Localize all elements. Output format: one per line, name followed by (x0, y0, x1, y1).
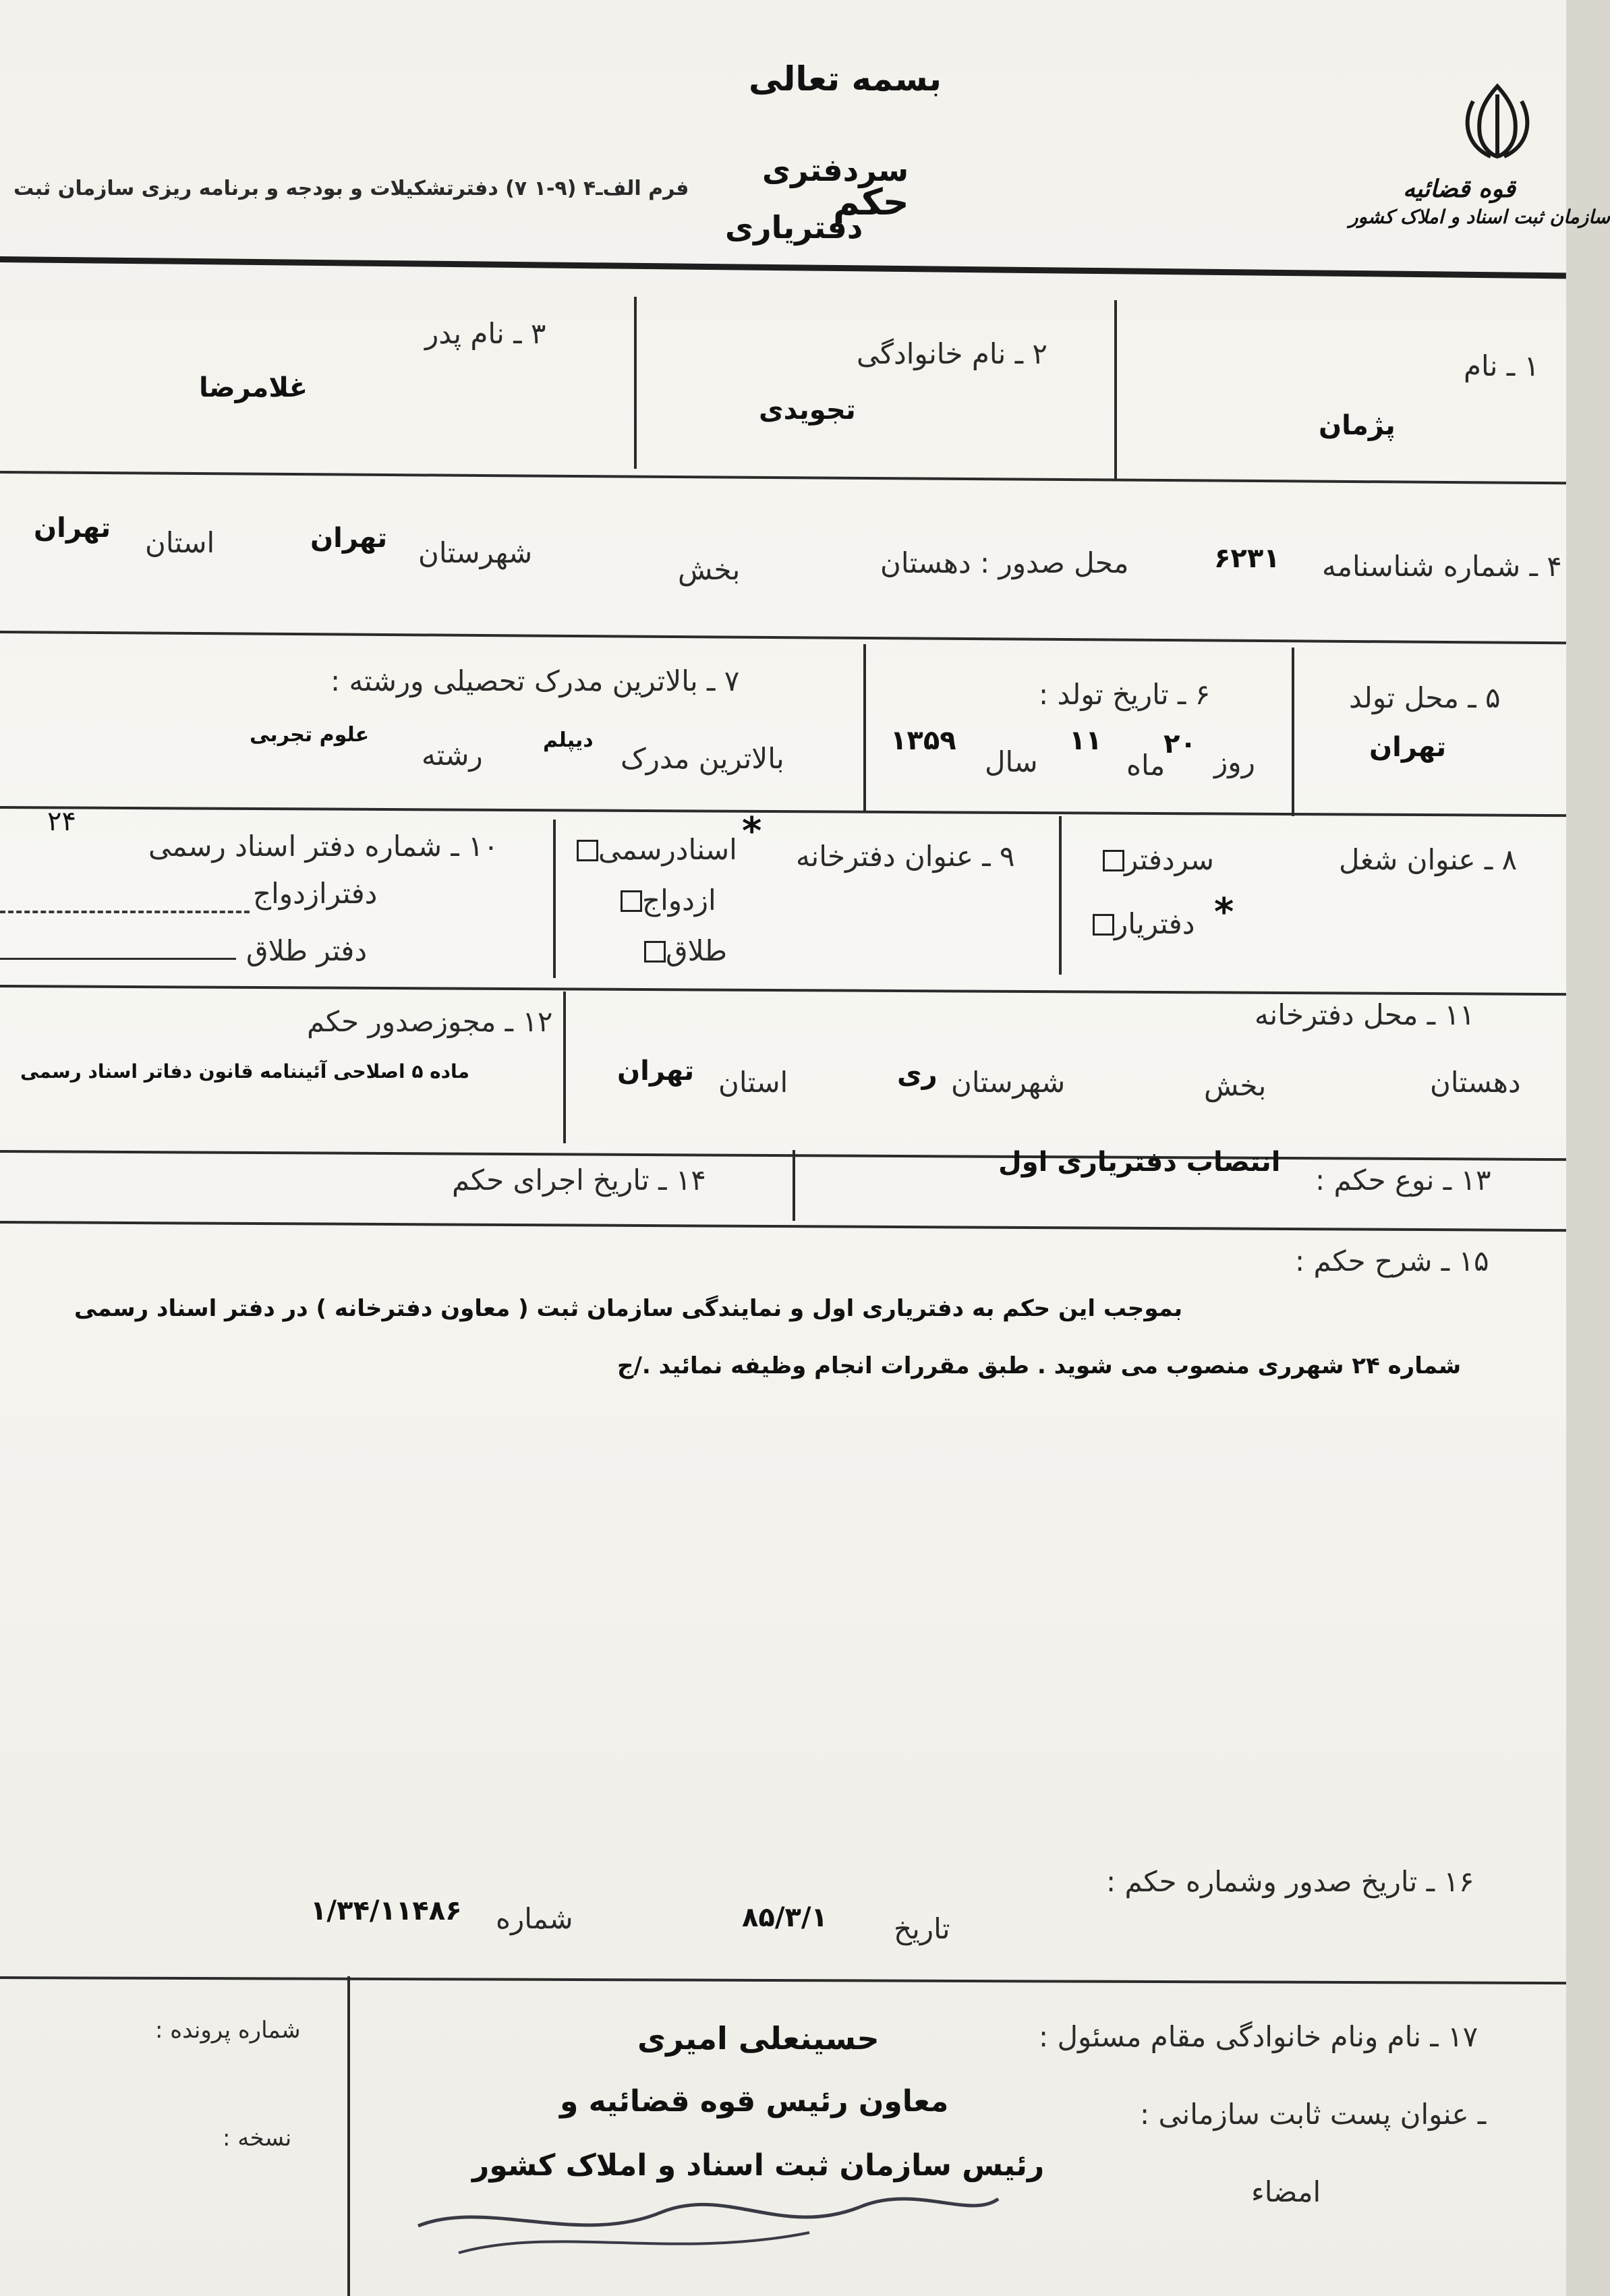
education-label: ۷ ـ بالاترین مدرک تحصیلی ورشته : (330, 664, 740, 697)
issue-number-value: ۱/۳۴/۱۱۴۸۶ (310, 1895, 462, 1926)
issue-number-label: شماره (496, 1902, 573, 1935)
month-value: ۱۱ (1069, 725, 1102, 756)
first-name-value: پژمان (1319, 410, 1396, 441)
notary-option-label: سردفتر (1124, 843, 1214, 876)
assistant-checkbox[interactable] (1093, 914, 1114, 936)
job-title-label: ۸ ـ عنوان شغل (1339, 843, 1518, 876)
row-rule (0, 471, 1566, 484)
permit-label: ۱۲ ـ مجوزصدور حکم (307, 1005, 553, 1038)
office-number-value: ۲۴ (47, 806, 76, 837)
birth-place-label: ۵ ـ محل تولد (1349, 681, 1501, 714)
basmala: بسمه تعالی (749, 59, 942, 98)
official-option[interactable] (570, 833, 737, 866)
sign-label: امضاء (1251, 2175, 1321, 2208)
birth-date-label: ۶ ـ تاریخ تولد : (1039, 678, 1211, 711)
divider (634, 297, 637, 469)
father-name-value: غلامرضا (199, 372, 308, 403)
permit-value: ماده ۵ اصلاحی آئیننامه قانون دفاتر اسناد رسمی (20, 1060, 469, 1083)
org-line1: قوه قضائیه (1403, 175, 1516, 203)
month-label: ماه (1126, 749, 1166, 782)
title-top: سردفتری (762, 152, 909, 188)
notary-checkbox[interactable] (1103, 850, 1124, 871)
degree-value: دیپلم (543, 728, 594, 752)
divorce-checkbox[interactable] (644, 941, 666, 963)
location-district-label: بخش (1204, 1069, 1267, 1102)
marriage-office-label: دفترازدواج (253, 877, 378, 910)
location-province-value: تهران (617, 1056, 695, 1087)
year-value: ۱۳۵۹ (890, 725, 956, 756)
location-province-label: استان (718, 1066, 788, 1099)
issue-place-label: محل صدور : دهستان (880, 546, 1129, 579)
degree-label: بالاترین مدرک (621, 742, 784, 775)
assistant-option-label: دفتریار (1114, 907, 1195, 940)
divider (1292, 648, 1294, 816)
issue-date-value: ۸۵/۳/۱ (742, 1902, 828, 1933)
divider (563, 992, 566, 1143)
field-value: علوم تجربی (250, 723, 370, 747)
official-title1: معاون رئیس قوه قضائیه و (560, 2084, 949, 2119)
family-name-label: ۲ ـ نام خانوادگی (857, 337, 1047, 370)
office-title-label: ۹ ـ عنوان دفترخانه (796, 840, 1015, 873)
office-location-label: ۱۱ ـ محل دفترخانه (1255, 998, 1475, 1031)
day-value: ۲۰ (1163, 728, 1197, 759)
field-label: رشته (422, 739, 483, 772)
fill-line (0, 911, 250, 913)
divorce-office-label: دفتر طلاق (246, 934, 368, 967)
official-name-label: ۱۷ ـ نام ونام خانوادگی مقام مسئول : (1039, 2020, 1478, 2053)
row-rule (0, 1150, 1566, 1161)
file-number-label: شماره پرونده : (155, 2017, 301, 2044)
birth-place-value: تهران (1369, 732, 1447, 763)
emblem-icon (1457, 81, 1538, 165)
row-rule (0, 1976, 1566, 1984)
marriage-option-label: ازدواج (642, 884, 716, 917)
location-county-value: ری (897, 1059, 938, 1090)
issue-date-label: تاریخ (894, 1912, 950, 1945)
fill-line (0, 958, 236, 960)
signature-scribble (405, 2125, 1012, 2276)
divider (553, 820, 556, 978)
divider (1114, 300, 1117, 479)
day-label: روز (1214, 745, 1255, 778)
marriage-option[interactable] (614, 884, 716, 917)
notary-option[interactable] (1096, 843, 1214, 876)
assistant-option[interactable] (1086, 907, 1195, 940)
order-type-label: ۱۳ ـ نوع حکم : (1315, 1164, 1491, 1197)
id-number-value: ۶۲۳۱ (1214, 543, 1280, 574)
description-label: ۱۵ ـ شرح حکم : (1295, 1244, 1489, 1278)
execution-date-label: ۱۴ ـ تاریخ اجرای حکم (452, 1164, 706, 1197)
county-label: شهرستان (418, 536, 533, 569)
official-title2: رئیس سازمان ثبت اسناد و املاک کشور (472, 2148, 1045, 2183)
province-value: تهران (34, 513, 111, 544)
assistant-check-mark: * (1214, 890, 1234, 934)
order-type-value: انتصاب دفتریاری اول (998, 1147, 1281, 1178)
official-option-label: اسنادرسمی (598, 833, 737, 866)
village-label: دهستان (1430, 1066, 1521, 1099)
year-label: سال (985, 745, 1038, 778)
marriage-checkbox[interactable] (621, 890, 642, 912)
org-line2: سازمان ثبت اسناد و املاک کشور (1349, 206, 1610, 228)
official-name: حسینعلی امیری (637, 2020, 880, 2057)
copy-label: نسخه : (223, 2125, 292, 2152)
divider (1059, 816, 1062, 975)
location-county-label: شهرستان (951, 1066, 1066, 1099)
description-line1: بموجب این حکم به دفتریاری اول و نمایندگی سازمان ثبت ( معاون دفترخانه ) در دفتر اسناد رسمی (74, 1295, 1183, 1322)
post-title-label: ـ عنوان پست ثابت سازمانی : (1140, 2098, 1487, 2131)
description-line2: شماره ۲۴ شهرری منصوب می شوید . طبق مقررات انجام وظیفه نمائید ./ج (617, 1352, 1462, 1379)
divorce-option[interactable] (637, 934, 727, 967)
header-rule (0, 256, 1566, 279)
row-rule (0, 1221, 1566, 1232)
title-bottom: دفتریاری (725, 209, 863, 246)
family-name-value: تجویدی (759, 395, 856, 426)
issue-label: ۱۶ ـ تاریخ صدور وشماره حکم : (1106, 1865, 1474, 1898)
father-name-label: ۳ ـ نام پدر (425, 317, 546, 350)
province-label: استان (145, 526, 215, 559)
divider (793, 1150, 795, 1221)
form-code: فرم الف‌ـ۴ (۹-۱ ۷) دفترتشکیلات و بودجه و برنامه ریزی سازمان ثبت (13, 177, 689, 200)
county-value: تهران (310, 523, 388, 554)
first-name-label: ۱ ـ نام (1464, 349, 1540, 382)
divider (863, 644, 866, 813)
official-check-mark: * (742, 809, 762, 853)
office-number-label: ۱۰ ـ شماره دفتر اسناد رسمی (148, 830, 499, 863)
district-label: بخش (678, 553, 741, 586)
row-rule (0, 631, 1566, 644)
title-main: حکم (833, 181, 909, 223)
row-rule (0, 806, 1566, 817)
divider (347, 1976, 350, 2296)
id-number-label: ۴ ـ شماره شناسنامه (1322, 550, 1562, 583)
divorce-option-label: طلاق (666, 934, 728, 967)
official-checkbox[interactable] (577, 840, 598, 861)
row-rule (0, 985, 1566, 996)
